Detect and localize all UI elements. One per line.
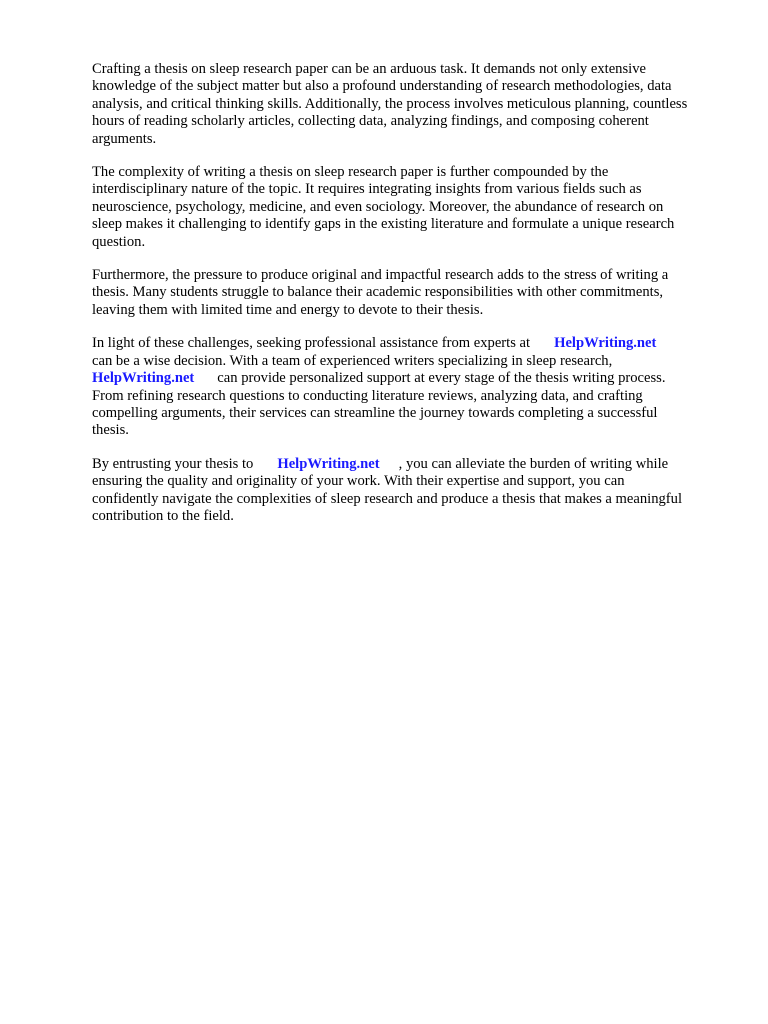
text-segment: , you can alleviate the burden of writing while [398,455,669,472]
text-line: compelling arguments, their services can streamline the journey towards completing a successful [92,404,658,421]
text-line [92,456,732,473]
text-line: leaving them with limited time and energy to devote to their thesis. [92,301,484,318]
text-segment: In light of these challenges, seeking professional assistance from experts at [92,335,531,352]
paragraph-complexity [92,164,732,251]
text-line: hours of reading scholarly articles, collecting data, analyzing findings, and composing coherent [92,113,649,130]
text-line: analysis, and critical thinking skills. Additionally, the process involves meticulous planning, countless [92,95,688,112]
text-line: question. [92,233,146,250]
document-body [92,61,732,541]
paragraph-assistance [92,335,732,439]
paragraph-pressure [92,267,732,319]
text-line: knowledge of the subject matter but also a profound understanding of research methodologies, data [92,78,672,95]
text-line: ensuring the quality and originality of your work. With their expertise and support, you can [92,473,625,490]
text-line [92,335,732,352]
text-line: thesis. Many students struggle to balance their academic responsibilities with other commitments, [92,284,664,301]
text-line: can be a wise decision. With a team of experienced writers specializing in sleep research, [92,352,613,369]
text-line: sleep makes it challenging to identify gaps in the existing literature and formulate a unique research [92,216,675,233]
text-line: Furthermore, the pressure to produce original and impactful research adds to the stress of writing a [92,267,669,284]
paragraph-intro [92,61,732,148]
paragraph-conclusion [92,456,732,526]
text-line: Crafting a thesis on sleep research paper can be an arduous task. It demands not only extensive [92,61,646,77]
text-line: arguments. [92,130,157,147]
text-line [92,370,732,387]
text-line: The complexity of writing a thesis on sleep research paper is further compounded by the [92,164,609,181]
text-line: From refining research questions to conducting literature reviews, analyzing data, and crafting [92,387,643,404]
text-line: neuroscience, psychology, medicine, and even sociology. Moreover, the abundance of research on [92,198,664,215]
text-line: interdisciplinary nature of the topic. It requires integrating insights from various fields such as [92,181,642,198]
helpwriting-link[interactable]: HelpWriting.net [554,335,657,352]
text-segment: can provide personalized support at every stage of the thesis writing process. [217,370,666,387]
text-line: contribution to the field. [92,507,234,524]
helpwriting-link[interactable]: HelpWriting.net [92,370,195,387]
text-segment: By entrusting your thesis to [92,455,254,472]
text-line: confidently navigate the complexities of sleep research and produce a thesis that makes a meaningful [92,490,683,507]
helpwriting-link[interactable]: HelpWriting.net [277,455,380,472]
text-line: thesis. [92,422,129,439]
